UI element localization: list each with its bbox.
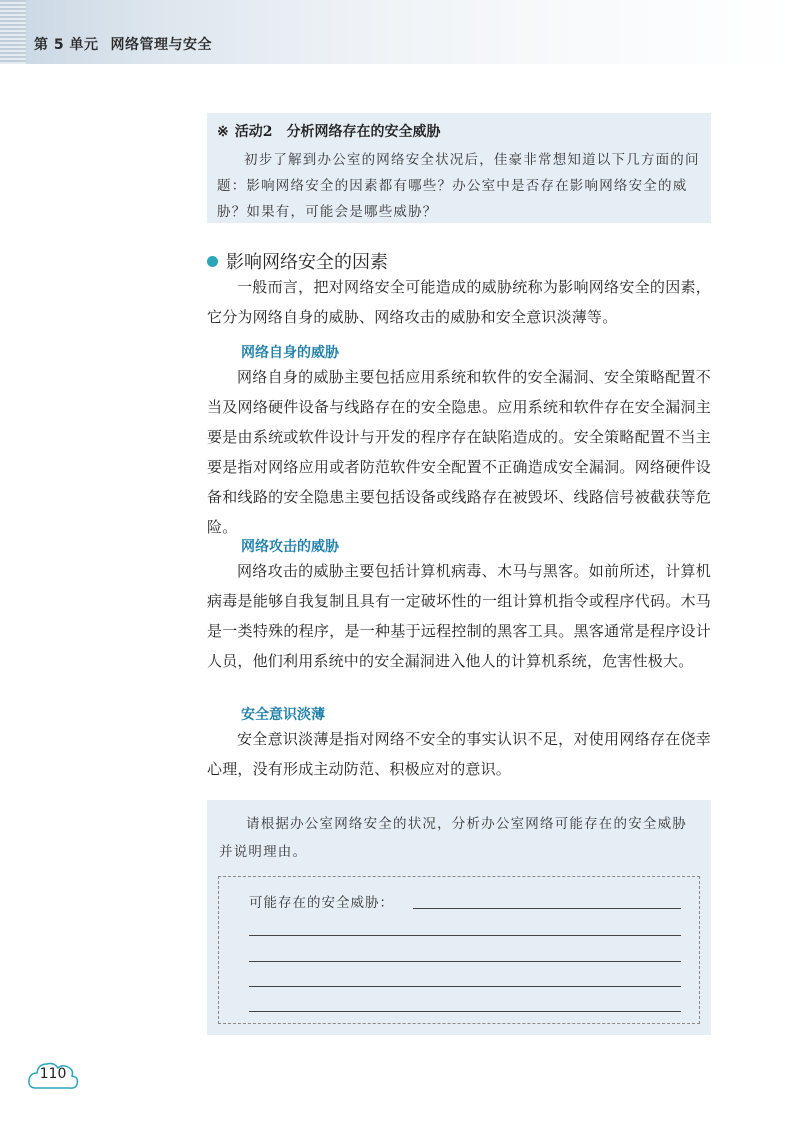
subhead-network-self-threat: 网络自身的威胁 [241, 345, 339, 361]
activity-box [207, 113, 711, 223]
answer-line[interactable] [249, 961, 681, 962]
subhead-weak-awareness: 安全意识淡薄 [241, 707, 325, 723]
para-network-attack-threat: 网络攻击的威胁主要包括计算机病毒、木马与黑客。如前所述，计算机病毒是能够自我复制且具有一定破坏性的一组计算机指令或程序代码。木马是一类特殊的程序，是一种基于远程控制的黑客工具。黑客通常是程序设计人员，他们利用系统中的安全漏洞进入他人的计算机系统，危害性极大。 [207, 562, 711, 670]
reference-mark-icon: ※ [217, 124, 229, 140]
unit-title [34, 34, 212, 54]
activity-heading: 分析网络存在的安全威胁 [286, 124, 441, 140]
answer-line[interactable] [413, 908, 681, 909]
section-heading-text: 影响网络安全的因素 [226, 252, 388, 273]
header-decoration [0, 0, 26, 64]
page-header-band [0, 0, 792, 64]
para-network-self-threat: 网络自身的威胁主要包括应用系统和软件的安全漏洞、安全策略配置不当及网络硬件设备与线路存在的安全隐患。应用系统和软件存在安全漏洞主要是由系统或软件设计与开发的程序存在缺陷造成的。安全策略配置不当主要是指对网络应用或者防范软件安全配置不正确造成安全漏洞。网络硬件设备和线路的安全隐患主要包括设备或线路存在被毁坏、线路信号被截获等危险。 [207, 368, 711, 536]
para-weak-awareness: 安全意识淡薄是指对网络不安全的事实认识不足，对使用网络存在侥幸心理，没有形成主动防范、积极应对的意识。 [207, 730, 711, 778]
activity-label: 活动2 [234, 124, 273, 140]
answer-field-label: 可能存在的安全威胁： [249, 895, 394, 911]
answer-area [218, 876, 700, 1024]
answer-line[interactable] [249, 935, 681, 936]
bullet-dot-icon [207, 256, 218, 267]
task-text: 请根据办公室网络安全的状况，分析办公室网络可能存在的安全威胁并说明理由。 [219, 816, 687, 860]
answer-line[interactable] [249, 1011, 681, 1012]
page-number: 110 [39, 1066, 67, 1082]
subhead-network-attack-threat: 网络攻击的威胁 [241, 539, 339, 555]
section-heading [207, 248, 388, 274]
section-intro: 一般而言，把对网络安全可能造成的威胁统称为影响网络安全的因素，它分为网络自身的威胁、网络攻击的威胁和安全意识淡薄等。 [207, 278, 711, 326]
answer-line[interactable] [249, 986, 681, 987]
unit-name: 网络管理与安全 [110, 37, 212, 53]
unit-number: 第 5 单元 [34, 37, 99, 53]
activity-title [217, 121, 701, 143]
activity-text: 初步了解到办公室的网络安全状况后，佳豪非常想知道以下几方面的问题：影响网络安全的因素都有哪些？办公室中是否存在影响网络安全的威胁？如果有，可能会是哪些威胁？ [217, 152, 700, 220]
task-box [207, 800, 711, 1035]
